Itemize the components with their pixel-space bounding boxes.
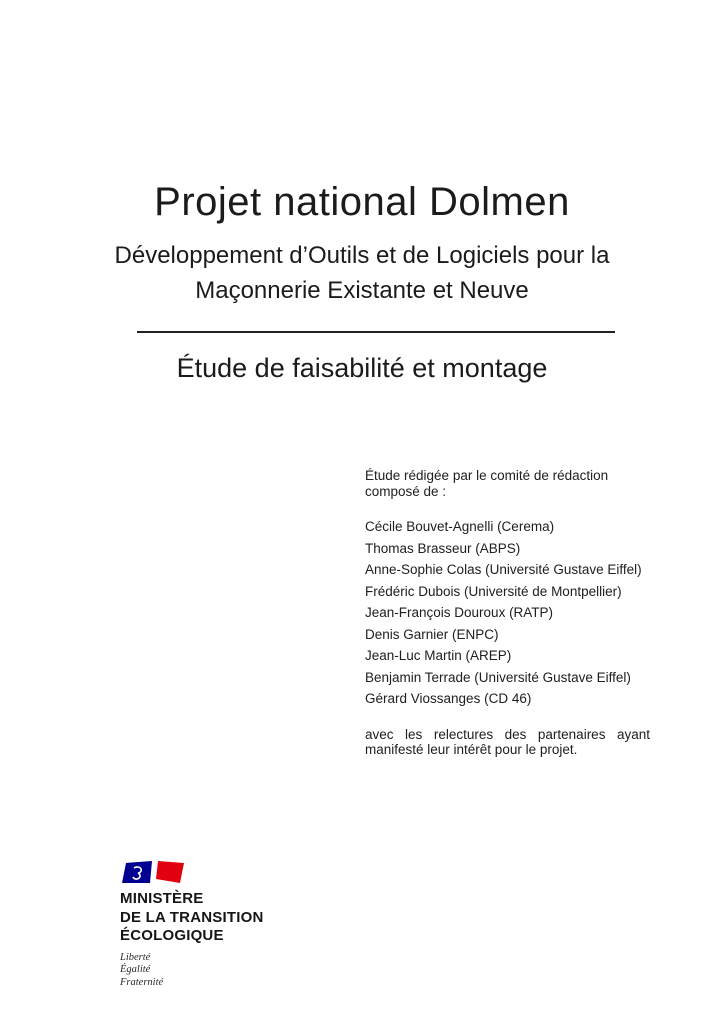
government-logo — [120, 858, 263, 989]
document-title: Projet national Dolmen — [154, 180, 570, 224]
motto-line: Fraternité — [120, 976, 164, 988]
committee-member: Cécile Bouvet-Agnelli (Cerema) — [365, 519, 555, 534]
committee-member-list — [365, 516, 650, 710]
committee-member: Anne-Sophie Colas (Université Gustave Eiffel) — [365, 562, 642, 577]
committee-outro: avec les relectures des partenaires ayant manifesté leur intérêt pour le projet. — [365, 726, 650, 757]
section-title: Étude de faisabilité et montage — [176, 353, 548, 383]
committee-member: Benjamin Terrade (Université Gustave Eiffel) — [365, 669, 631, 685]
title-block — [0, 178, 724, 308]
ministry-line: ÉCOLOGIQUE — [120, 927, 224, 944]
committee-member: Denis Garnier (ENPC) — [365, 626, 499, 642]
marianne-flag-icon — [120, 858, 186, 886]
committee-member: Jean-François Douroux (RATP) — [365, 605, 554, 620]
ministry-line: MINISTÈRE — [120, 890, 204, 907]
ministry-name — [120, 890, 263, 946]
committee-member: Thomas Brasseur (ABPS) — [365, 540, 521, 556]
ministry-line: DE LA TRANSITION — [120, 908, 264, 926]
committee-member: Frédéric Dubois (Université de Montpellier) — [365, 583, 622, 599]
republic-motto — [120, 952, 263, 990]
divider-line — [137, 331, 615, 333]
committee-member: Gérard Viossanges (CD 46) — [365, 691, 532, 706]
motto-line: Égalité — [120, 964, 151, 975]
committee-block — [365, 468, 650, 758]
committee-intro: Étude rédigée par le comité de rédaction composé de : — [365, 468, 609, 499]
committee-member: Jean-Luc Martin (AREP) — [365, 648, 512, 663]
motto-line: Liberté — [120, 951, 151, 963]
document-subtitle: Développement d’Outils et de Logiciels pour la Maçonnerie Existante et Neuve — [114, 242, 610, 304]
